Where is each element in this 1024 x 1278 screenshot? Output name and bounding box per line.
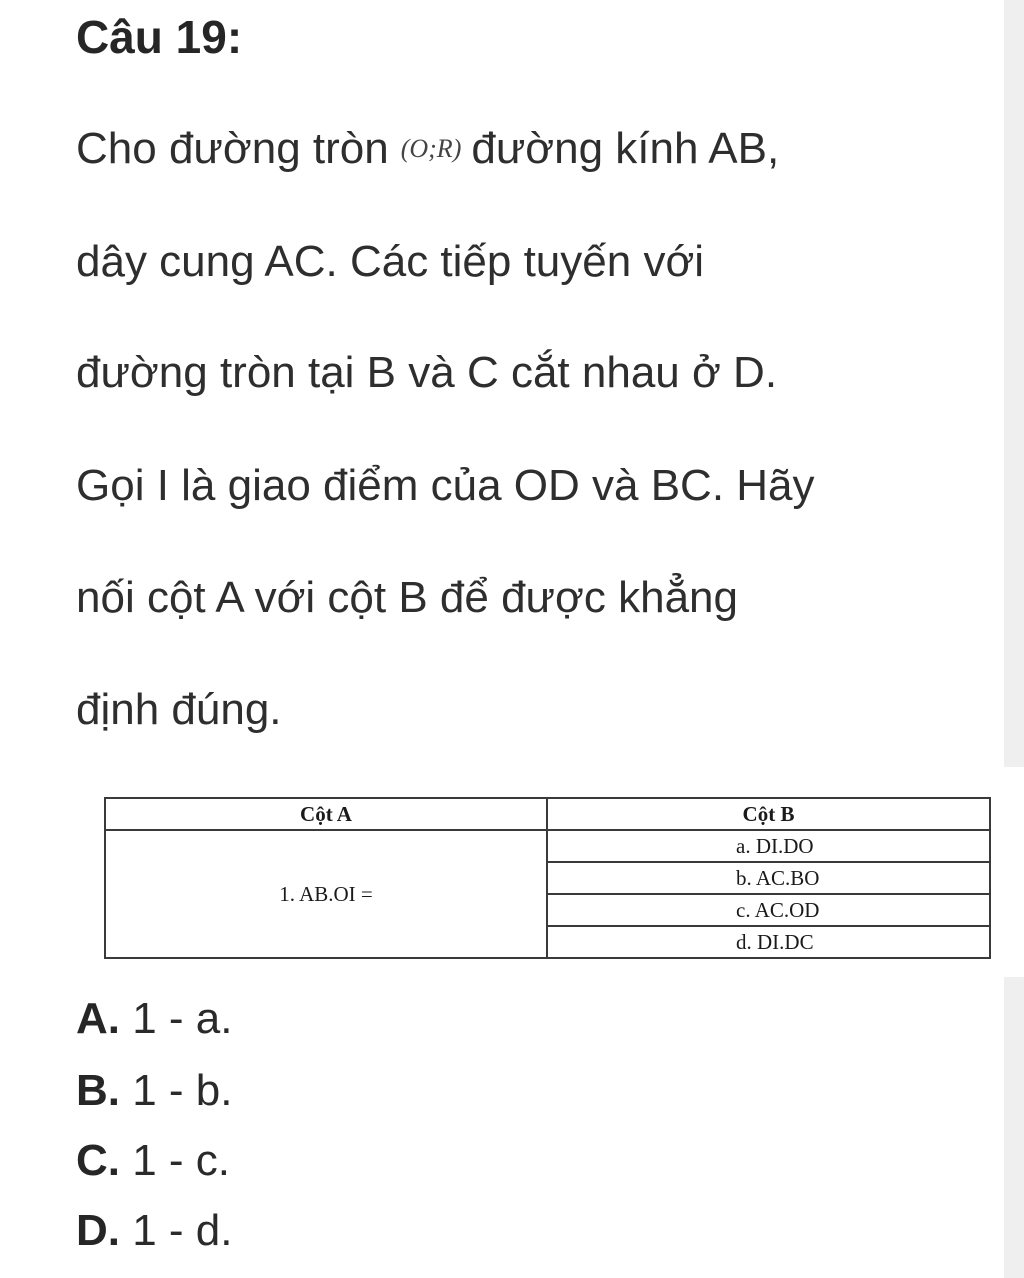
- column-b-header: Cột B: [547, 798, 990, 830]
- question-line-5: nối cột A với cột B để được khẳng: [76, 573, 738, 622]
- circle-notation: (O;R): [400, 134, 462, 163]
- question-line-4: Gọi I là giao điểm của OD và BC. Hãy: [76, 461, 815, 510]
- column-a-item-1: 1. AB.OI =: [105, 830, 547, 958]
- answer-option-a[interactable]: [76, 994, 233, 1044]
- right-margin-strip-gap: [1004, 767, 1024, 977]
- column-b-item-d: d. DI.DC: [547, 926, 990, 958]
- option-text: 1 - d.: [120, 1206, 233, 1255]
- question-line-1-end: đường kính AB,: [471, 124, 780, 173]
- table-header-row: [105, 798, 990, 830]
- option-text: 1 - b.: [120, 1066, 233, 1115]
- answer-option-c[interactable]: [76, 1136, 230, 1186]
- option-letter: A.: [76, 994, 120, 1043]
- matching-table: [104, 797, 991, 959]
- answer-option-d[interactable]: [76, 1206, 233, 1256]
- question-line-6: định đúng.: [76, 685, 282, 734]
- option-letter: D.: [76, 1206, 120, 1255]
- question-title: Câu 19:: [76, 11, 243, 63]
- column-a-header: Cột A: [105, 798, 547, 830]
- option-letter: C.: [76, 1136, 120, 1185]
- column-b-item-a: a. DI.DO: [547, 830, 990, 862]
- table-row: [105, 830, 990, 862]
- question-line-3: đường tròn tại B và C cắt nhau ở D.: [76, 348, 778, 397]
- option-letter: B.: [76, 1066, 120, 1115]
- question-line-1: [76, 124, 779, 174]
- option-text: 1 - c.: [120, 1136, 231, 1185]
- column-b-item-c: c. AC.OD: [547, 894, 990, 926]
- answer-option-b[interactable]: [76, 1066, 233, 1116]
- right-margin-strip: [1004, 0, 1024, 1278]
- option-text: 1 - a.: [120, 994, 233, 1043]
- question-line-1-start: Cho đường tròn: [76, 124, 389, 173]
- column-b-item-b: b. AC.BO: [547, 862, 990, 894]
- question-line-2: dây cung AC. Các tiếp tuyến với: [76, 237, 705, 286]
